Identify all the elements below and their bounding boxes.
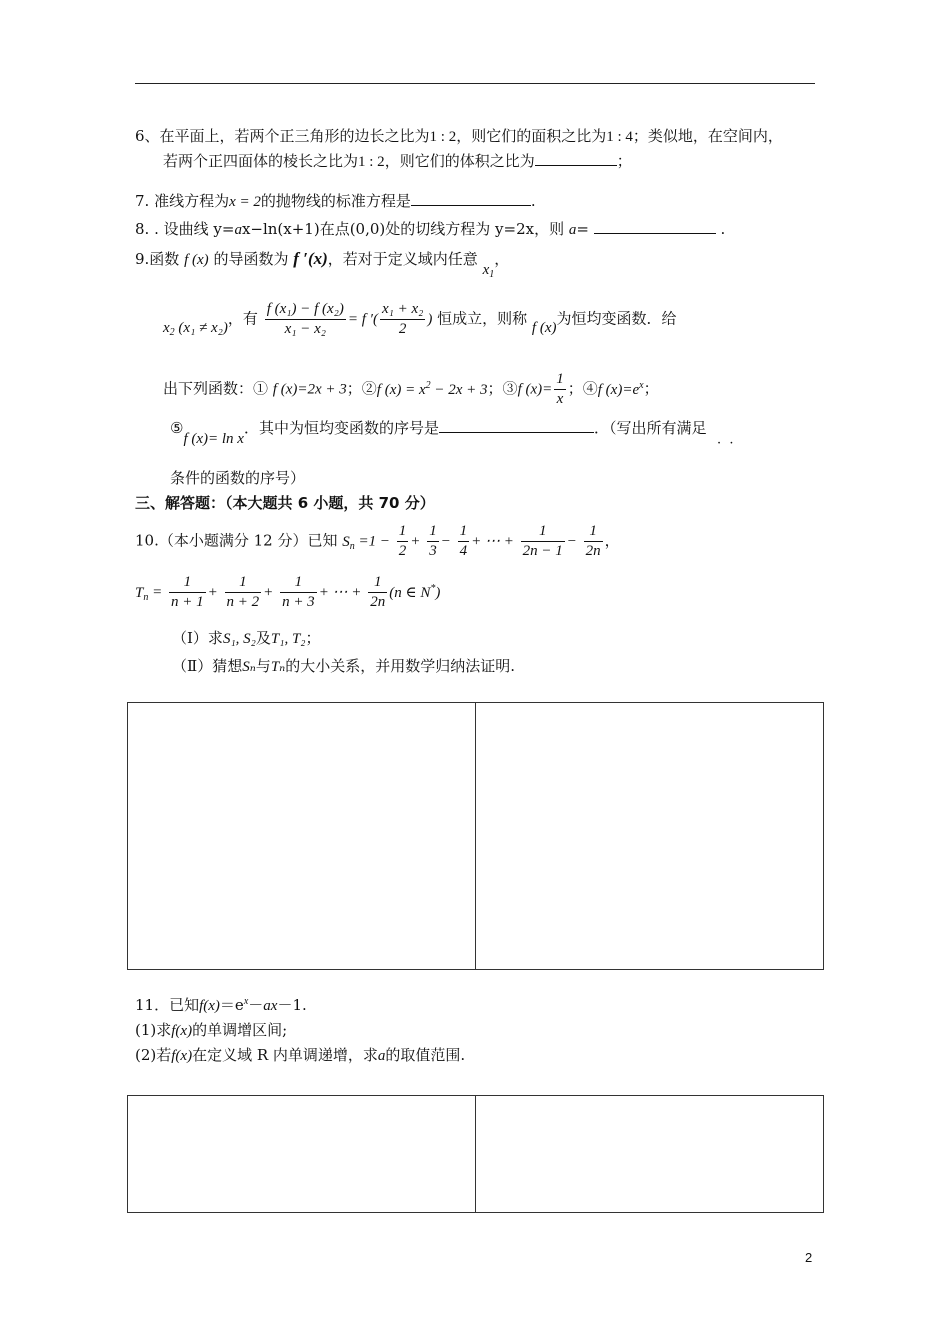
q11-text-a: 11．已知 xyxy=(135,996,200,1014)
q6-line1 xyxy=(135,125,783,146)
q9-text-k: ；④ xyxy=(567,379,598,398)
header-rule xyxy=(135,83,815,84)
q6-ratio-2: 1 : 4 xyxy=(606,129,633,145)
q10-part2-a: （Ⅱ）猜想 xyxy=(172,657,243,675)
q9-text-d: ， xyxy=(494,250,510,268)
q10-answer-box[interactable] xyxy=(127,702,824,970)
q8-a-var: a xyxy=(234,222,242,238)
q9-line4 xyxy=(170,417,707,447)
q7-text-c: . xyxy=(530,192,536,210)
q10-eq2: = xyxy=(148,584,163,601)
q11-part2-a-var: a xyxy=(377,1048,386,1064)
q10-term-2: $\frac{1}{3}$ xyxy=(429,523,437,559)
q8-text-c: = xyxy=(576,220,589,238)
q6-ratio-3: 1 : 2 xyxy=(358,154,385,170)
q9-text-p: 条件的函数的序号） xyxy=(170,469,306,487)
q11-part1-a: (1)求 xyxy=(135,1021,172,1039)
q11-line1 xyxy=(135,994,307,1015)
q6-text-a: 6、在平面上，若两个正三角形的边长之比为 xyxy=(135,127,430,145)
q10-condition: (n ∈ N*) xyxy=(389,582,441,601)
q10-part1-T: T₁, T₂ xyxy=(270,631,306,647)
q9-text-e: ，有 xyxy=(227,309,258,328)
q11-text-d: －1. xyxy=(277,996,307,1014)
q10-term-5: $\frac{1}{2n}$ xyxy=(585,523,601,559)
q11-part1-b: 的单调增区间; xyxy=(192,1021,288,1039)
q9-line2 xyxy=(163,300,677,339)
q9-midpoint: $\frac{\text{x₁ + x₂}}{2}$ xyxy=(381,301,424,337)
q10-comma: ， xyxy=(604,531,620,550)
q7-text-a: 7. 准线方程为 xyxy=(135,192,230,210)
q10-tterm-4: $\frac{1}{2n}$ xyxy=(370,574,386,610)
q9-text-a: 9.函数 xyxy=(135,250,180,268)
q9-text-j: ；③ xyxy=(487,379,518,398)
q9-line3 xyxy=(163,370,659,409)
q10-line1: 10.（本小题满分 12 分）已知 $S_n =1$ − $\frac{1}{2}$ + $\frac{1}{3}$ − $\frac{1}{4}$ + ⋯ + $\frac{1}{2n - 1}$ − $\frac{1}{2n}$ ， xyxy=(135,523,620,559)
q9-line5 xyxy=(170,467,305,488)
q9-func-5: f (x)= ln x xyxy=(183,431,244,447)
q9-fx-2: f (x) xyxy=(531,319,557,336)
q9-func-4: f $(x)=e^x$ xyxy=(597,379,644,398)
q7-line xyxy=(135,190,536,211)
q9-text-o: ．（写出所有满足 xyxy=(593,419,707,437)
q9-text-n: ．其中为恒均变函数的序号是 xyxy=(243,419,439,437)
q9-text-m: ⑤ xyxy=(170,419,184,437)
q8-line xyxy=(135,218,725,239)
q10-term-3: $\frac{1}{4}$ xyxy=(459,523,468,559)
q10-part2-S: Sₙ xyxy=(242,659,256,675)
q7-answer-blank[interactable] xyxy=(411,191,531,206)
q8-text-b: x−ln(x+1)在点(0,0)处的切线方程为 y=2x，则 xyxy=(241,220,565,238)
q10-tterm-2: $\frac{1}{n + 2}$ xyxy=(226,574,260,610)
q10-term-4: $\frac{1}{2n - 1}$ xyxy=(522,523,563,559)
q11-fx: f(x) xyxy=(199,998,220,1014)
q6-text-e: ，则它们的体积之比为 xyxy=(384,152,535,170)
q9-func-3: f (x)= xyxy=(517,381,553,398)
q9-fprime: f ′(x) xyxy=(293,249,328,268)
q10-tterm-3: $\frac{1}{n + 3}$ xyxy=(282,574,315,610)
q9-text-h: 出下列函数：① xyxy=(163,379,269,398)
q11-part2-fx: f(x) xyxy=(171,1048,193,1064)
section-3-heading: 三、解答题：（本大题共 6 小题，共 70 分） xyxy=(135,494,435,512)
q11-minus-1: － xyxy=(248,996,264,1014)
q9-text-i: ；② xyxy=(346,379,377,398)
q8-answer-blank[interactable] xyxy=(594,219,716,234)
q10-S-n: $S_n$ xyxy=(342,533,355,552)
q10-T-n: $T_n$ xyxy=(135,584,149,603)
q6-text-c: ；类似地，在空间内， xyxy=(632,127,783,145)
q10-ellipsis: + ⋯ + xyxy=(471,533,514,550)
q11-part2-c: 的取值范围. xyxy=(385,1046,466,1064)
q6-text-b: ，则它们的面积之比为 xyxy=(456,127,607,145)
q10-tterm-1: $\frac{1}{n + 1}$ xyxy=(171,574,204,610)
q9-answer-blank[interactable] xyxy=(439,418,594,433)
q7-text-b: 的抛物线的标准方程是 xyxy=(260,192,411,210)
q6-text-f: ； xyxy=(616,152,632,170)
q7-directrix: x = 2 xyxy=(229,194,261,210)
q9-x2: $x_2$ (x₁ ≠ x₂) xyxy=(163,319,228,338)
q10-part1 xyxy=(172,627,321,648)
q6-answer-blank[interactable] xyxy=(535,151,617,166)
q6-text-d: 若两个正四面体的棱长之比为 xyxy=(163,152,359,170)
emphasis-dots: · · xyxy=(717,436,734,451)
q10-line2: $T_n$ = $\frac{1}{n + 1}$ + $\frac{1}{n + 2}$ + $\frac{1}{n + 3}$ + ⋯ + $\frac{1}{2n}$ (n ∈ N*) xyxy=(135,574,441,610)
q9-text-l: ； xyxy=(643,379,659,398)
q11-part2-b: 在定义域 R 内单调递增，求 xyxy=(192,1046,378,1064)
q9-close-paren: ) xyxy=(427,311,433,328)
q9-text-c: ，若对于定义域内任意 xyxy=(327,250,478,268)
q9-func-1: f (x)=2x + 3 xyxy=(272,381,347,398)
q9-text-b: 的导函数为 xyxy=(213,250,289,268)
q10-part2-c: 与 xyxy=(255,657,271,675)
q9-func-3-frac: $\frac{1}{x}$ xyxy=(556,371,564,407)
q9-equals-fprime: = f ′( xyxy=(347,311,378,328)
q11-part2 xyxy=(135,1044,465,1065)
q11-ax: ax xyxy=(263,998,278,1014)
answer-box-divider xyxy=(475,703,476,969)
q10-part2-T: Tₙ xyxy=(270,659,286,675)
q10-part2-e: 的大小关系，并用数学归纳法证明. xyxy=(285,657,516,675)
q9-difference-quotient: $\frac{\text{f (x₁) − f (x₂)}}{\text{x₁ − x₂}}$ xyxy=(266,301,344,337)
q11-text-b: ＝e xyxy=(219,996,244,1014)
q8-a-var-2: a xyxy=(568,222,577,238)
q9-line1 xyxy=(135,248,510,280)
q10-part1-a: （Ⅰ）求 xyxy=(172,629,223,647)
q11-part2-a: (2)若 xyxy=(135,1046,172,1064)
answer-box-divider-2 xyxy=(475,1096,476,1212)
q9-x1: $x_1$ xyxy=(482,262,495,280)
q10-text-a: 10.（本小题满分 12 分）已知 xyxy=(135,531,338,550)
q10-part1-e: ； xyxy=(305,629,321,647)
q6-line2 xyxy=(163,150,632,171)
q10-part1-c: 及 xyxy=(255,629,271,647)
q10-term-1: $\frac{1}{2}$ xyxy=(398,523,407,559)
q11-part1-fx: f(x) xyxy=(171,1023,193,1039)
q8-text-d: . xyxy=(720,220,726,238)
page-number: 2 xyxy=(805,1250,813,1265)
q11-exp: x xyxy=(243,996,249,1007)
q11-answer-box[interactable] xyxy=(127,1095,824,1213)
q10-eq1: =1 − xyxy=(354,533,391,550)
q6-ratio-1: 1 : 2 xyxy=(429,129,457,145)
q8-text-a: 8. . 设曲线 y= xyxy=(135,220,235,238)
q9-fx: f (x) xyxy=(184,252,209,268)
q10-part2 xyxy=(172,655,515,676)
q9-text-g: 为恒均变函数．给 xyxy=(556,309,677,328)
q10-part1-S: S₁, S₂ xyxy=(222,631,256,647)
q9-func-2: f $(x) = x^2 - 2x + 3$ xyxy=(376,379,488,398)
q11-part1 xyxy=(135,1019,287,1040)
q9-text-f: 恒成立，则称 xyxy=(437,309,528,328)
